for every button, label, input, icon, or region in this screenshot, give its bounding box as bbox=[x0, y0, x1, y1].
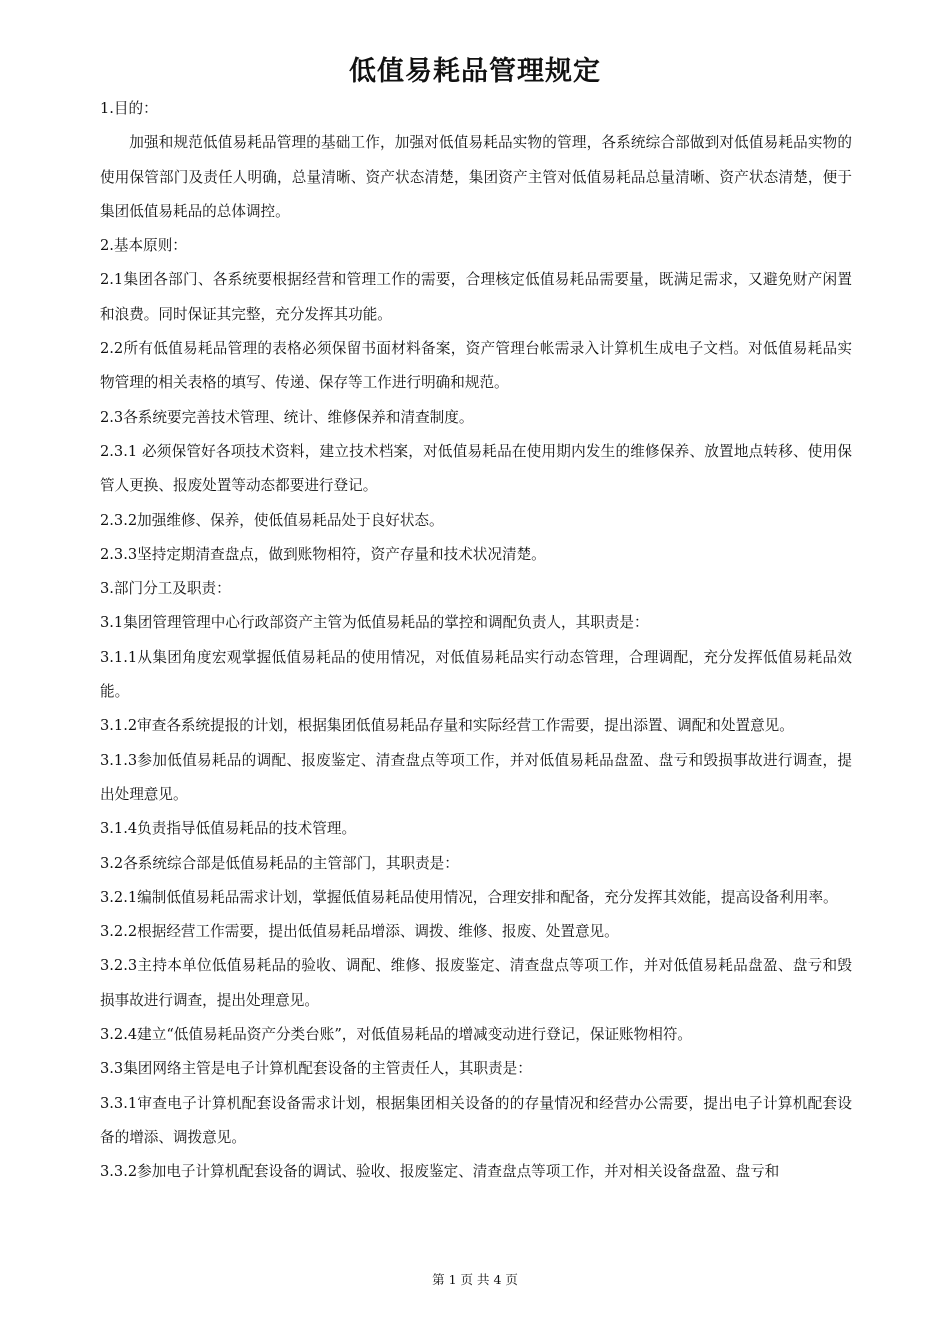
clause-3-2-2: 3.2.2根据经营工作需要，提出低值易耗品增添、调拨、维修、报废、处置意见。 bbox=[100, 923, 619, 941]
clause-3-3-1: 3.3.1审查电子计算机配套设备需求计划，根据集团相关设备的的存量情况和经营办公需要，提出电子计算机配套设备的增添、调拨意见。 bbox=[100, 1094, 852, 1146]
document-body bbox=[100, 92, 852, 1190]
page-footer: 第 1 页 共 4 页 bbox=[432, 1272, 518, 1287]
clause-3-1-1: 3.1.1从集团角度宏观掌握低值易耗品的使用情况，对低值易耗品实行动态管理，合理调配，充分发挥低值易耗品效能。 bbox=[100, 648, 852, 701]
clause-3-2-3: 3.2.3主持本单位低值易耗品的验收、调配、维修、报废鉴定、清查盘点等项工作，并对低值易耗品盘盈、盘亏和毁损事故进行调查，提出处理意见。 bbox=[100, 957, 852, 1009]
clause-3-2: 3.2各系统综合部是低值易耗品的主管部门，其职责是： bbox=[100, 854, 459, 872]
clause-3-1-3: 3.1.3参加低值易耗品的调配、报废鉴定、清查盘点等项工作，并对低值易耗品盘盈、盘亏和毁损事故进行调查，提出处理意见。 bbox=[100, 751, 852, 803]
clause-2-2: 2.2所有低值易耗品管理的表格必须保留书面材料备案，资产管理台帐需录入计算机生成电子文档。对低值易耗品实物管理的相关表格的填写、传递、保存等工作进行明确和规范。 bbox=[100, 340, 852, 392]
clause-3-2-4: 3.2.4建立“低值易耗品资产分类台账”，对低值易耗品的增减变动进行登记，保证账物相符。 bbox=[100, 1026, 693, 1044]
paragraph-purpose: 加强和规范低值易耗品管理的基础工作，加强对低值易耗品实物的管理，各系统综合部做到对低值易耗品实物的使用保管部门及责任人明确，总量清晰、资产状态清楚，集团资产主管对低值易耗品总量清晰、资产状态清楚，便于集团低值易耗品的总体调控。 bbox=[100, 134, 852, 220]
clause-2-3-2: 2.3.2加强维修、保养，使低值易耗品处于良好状态。 bbox=[100, 511, 444, 529]
clause-3-3: 3.3集团网络主管是电子计算机配套设备的主管责任人，其职责是： bbox=[100, 1060, 532, 1078]
document-title: 低值易耗品管理规定 bbox=[349, 56, 601, 87]
clause-2-3: 2.3各系统要完善技术管理、统计、维修保养和清查制度。 bbox=[100, 408, 474, 426]
clause-3-1: 3.1集团管理管理中心行政部资产主管为低值易耗品的掌控和调配负责人，其职责是： bbox=[100, 614, 649, 632]
section-heading-purpose: 1.目的： bbox=[100, 100, 158, 117]
clause-2-3-1: 2.3.1 必须保管好各项技术资料，建立技术档案，对低值易耗品在使用期内发生的维修保养、放置地点转移、使用保管人更换、报废处置等动态都要进行登记。 bbox=[100, 442, 852, 495]
clause-3-1-2: 3.1.2审查各系统提报的计划，根据集团低值易耗品存量和实际经营工作需要，提出添置、调配和处置意见。 bbox=[100, 717, 794, 735]
clause-2-1: 2.1集团各部门、各系统要根据经营和管理工作的需要，合理核定低值易耗品需要量，既满足需求，又避免财产闲置和浪费。同时保证其完整，充分发挥其功能。 bbox=[100, 271, 852, 323]
section-heading-responsibilities: 3.部门分工及职责： bbox=[100, 580, 231, 598]
section-heading-principles: 2.基本原则： bbox=[100, 237, 187, 255]
clause-3-3-2: 3.3.2参加电子计算机配套设备的调试、验收、报废鉴定、清查盘点等项工作，并对相关设备盘盈、盘亏和 bbox=[100, 1163, 780, 1181]
clause-3-1-4: 3.1.4负责指导低值易耗品的技术管理。 bbox=[100, 820, 357, 838]
clause-3-2-1: 3.2.1编制低值易耗品需求计划，掌握低值易耗品使用情况，合理安排和配备，充分发挥其效能，提高设备利用率。 bbox=[100, 888, 838, 906]
clause-2-3-3: 2.3.3坚持定期清查盘点，做到账物相符，资产存量和技术状况清楚。 bbox=[100, 545, 546, 563]
